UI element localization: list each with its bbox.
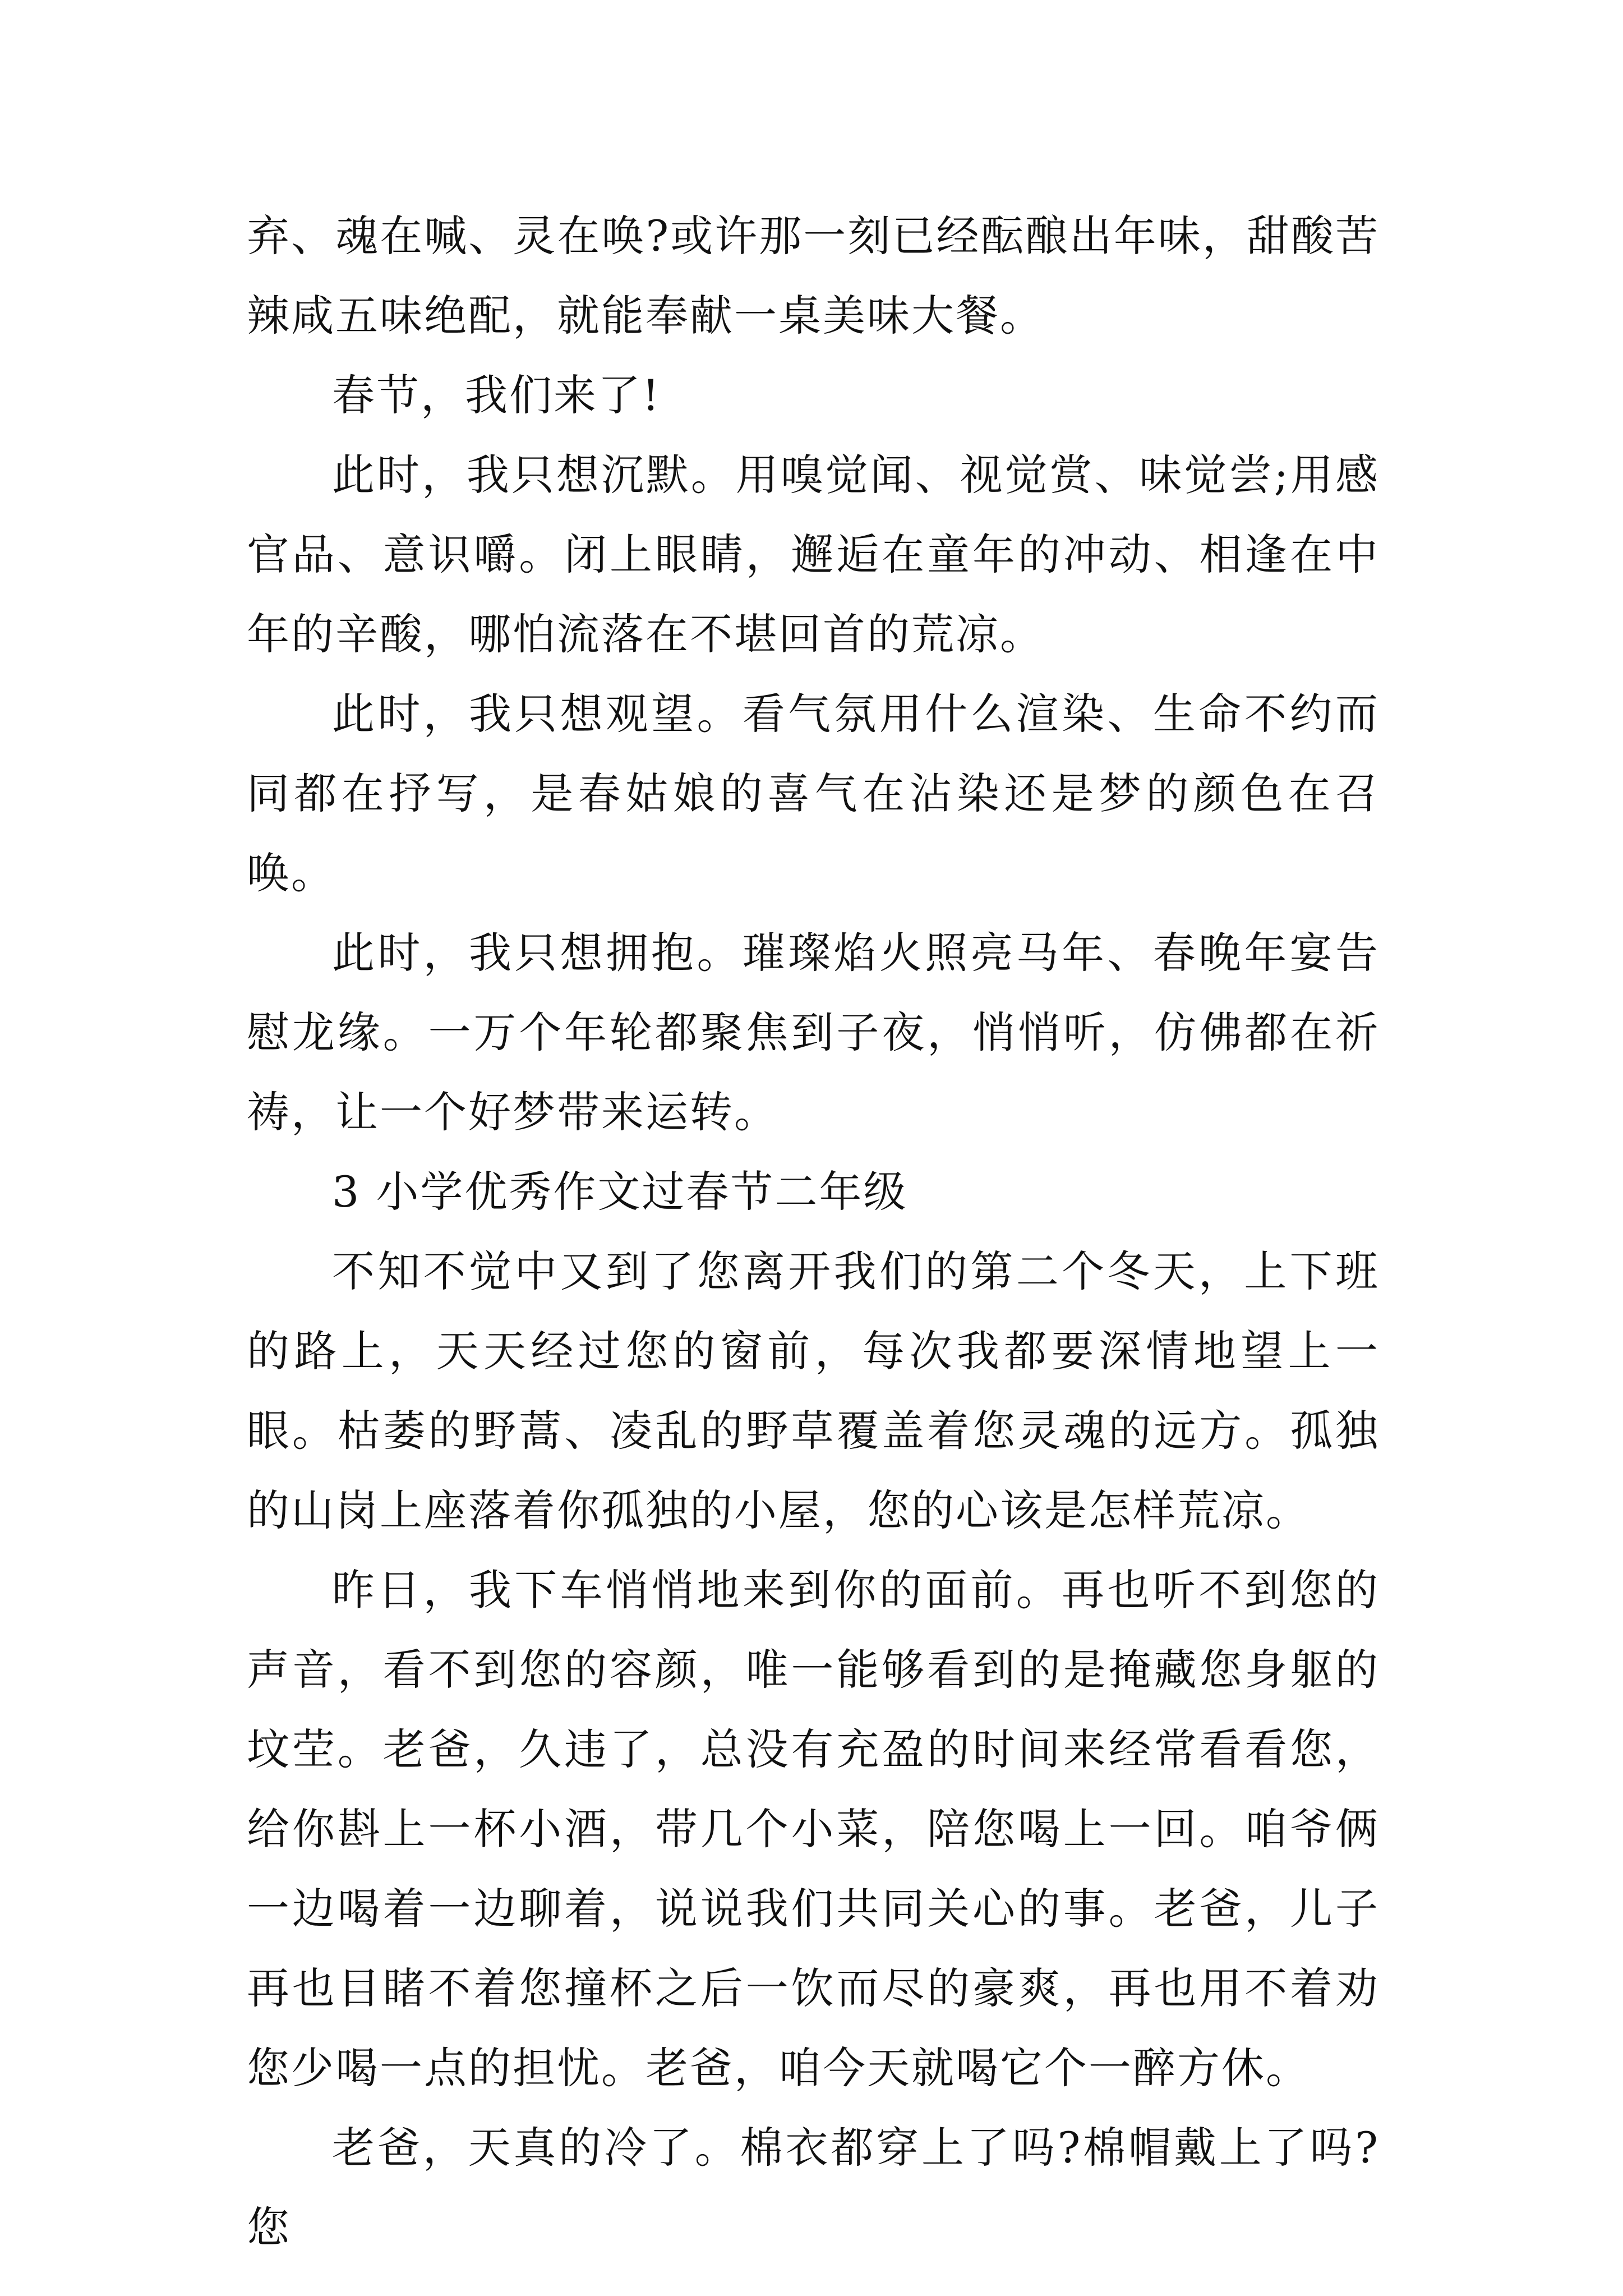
paragraph-spring-festival-arrival: 春节，我们来了! bbox=[332, 370, 661, 420]
paragraph-watching: 此时，我只想观望。看气氛用什么渲染、生命不约而同都在抒写，是春姑娘的喜气在沾染还是梦的颜色在召唤。 bbox=[247, 689, 1380, 898]
paragraph-continuation: 弃、魂在喊、灵在唤?或许那一刻已经酝酿出年味，甜酸苦辣咸五味绝配，就能奉献一桌美味大餐。 bbox=[247, 211, 1380, 341]
paragraph-yesterday: 昨日，我下车悄悄地来到你的面前。再也听不到您的声音，看不到您的容颜，唯一能够看到的是掩藏您身躯的坟茔。老爸，久违了，总没有充盈的时间来经常看看您，给你斟上一杯小酒，带几个小菜，陪您喝上一回。咱爷俩一边喝着一边聊着，说说我们共同关心的事。老爸，儿子再也目睹不着您撞杯之后一饮而尽的豪爽，再也用不着劝您少喝一点的担忧。老爸，咱今天就喝它个一醉方休。 bbox=[247, 1565, 1380, 2093]
paragraph-embrace: 此时，我只想拥抱。璀璨焰火照亮马年、春晚年宴告慰龙缘。一万个年轮都聚焦到子夜，悄悄听，仿佛都在祈祷，让一个好梦带来运转。 bbox=[247, 928, 1380, 1137]
paragraph-cold-weather: 老爸，天真的冷了。棉衣都穿上了吗?棉帽戴上了吗?您 bbox=[247, 2123, 1380, 2252]
document-body bbox=[247, 196, 1380, 2267]
paragraph-silence: 此时，我只想沉默。用嗅觉闻、视觉赏、味觉尝;用感官品、意识嚼。闭上眼睛，邂逅在童年的冲动、相逢在中年的辛酸，哪怕流落在不堪回首的荒凉。 bbox=[247, 450, 1380, 659]
section-heading: 3 小学优秀作文过春节二年级 bbox=[332, 1167, 908, 1217]
paragraph-second-winter: 不知不觉中又到了您离开我们的第二个冬天，上下班的路上，天天经过您的窗前，每次我都要深情地望上一眼。枯萎的野蒿、凌乱的野草覆盖着您灵魂的远方。孤独的山岗上座落着你孤独的小屋，您的心该是怎样荒凉。 bbox=[247, 1246, 1380, 1535]
